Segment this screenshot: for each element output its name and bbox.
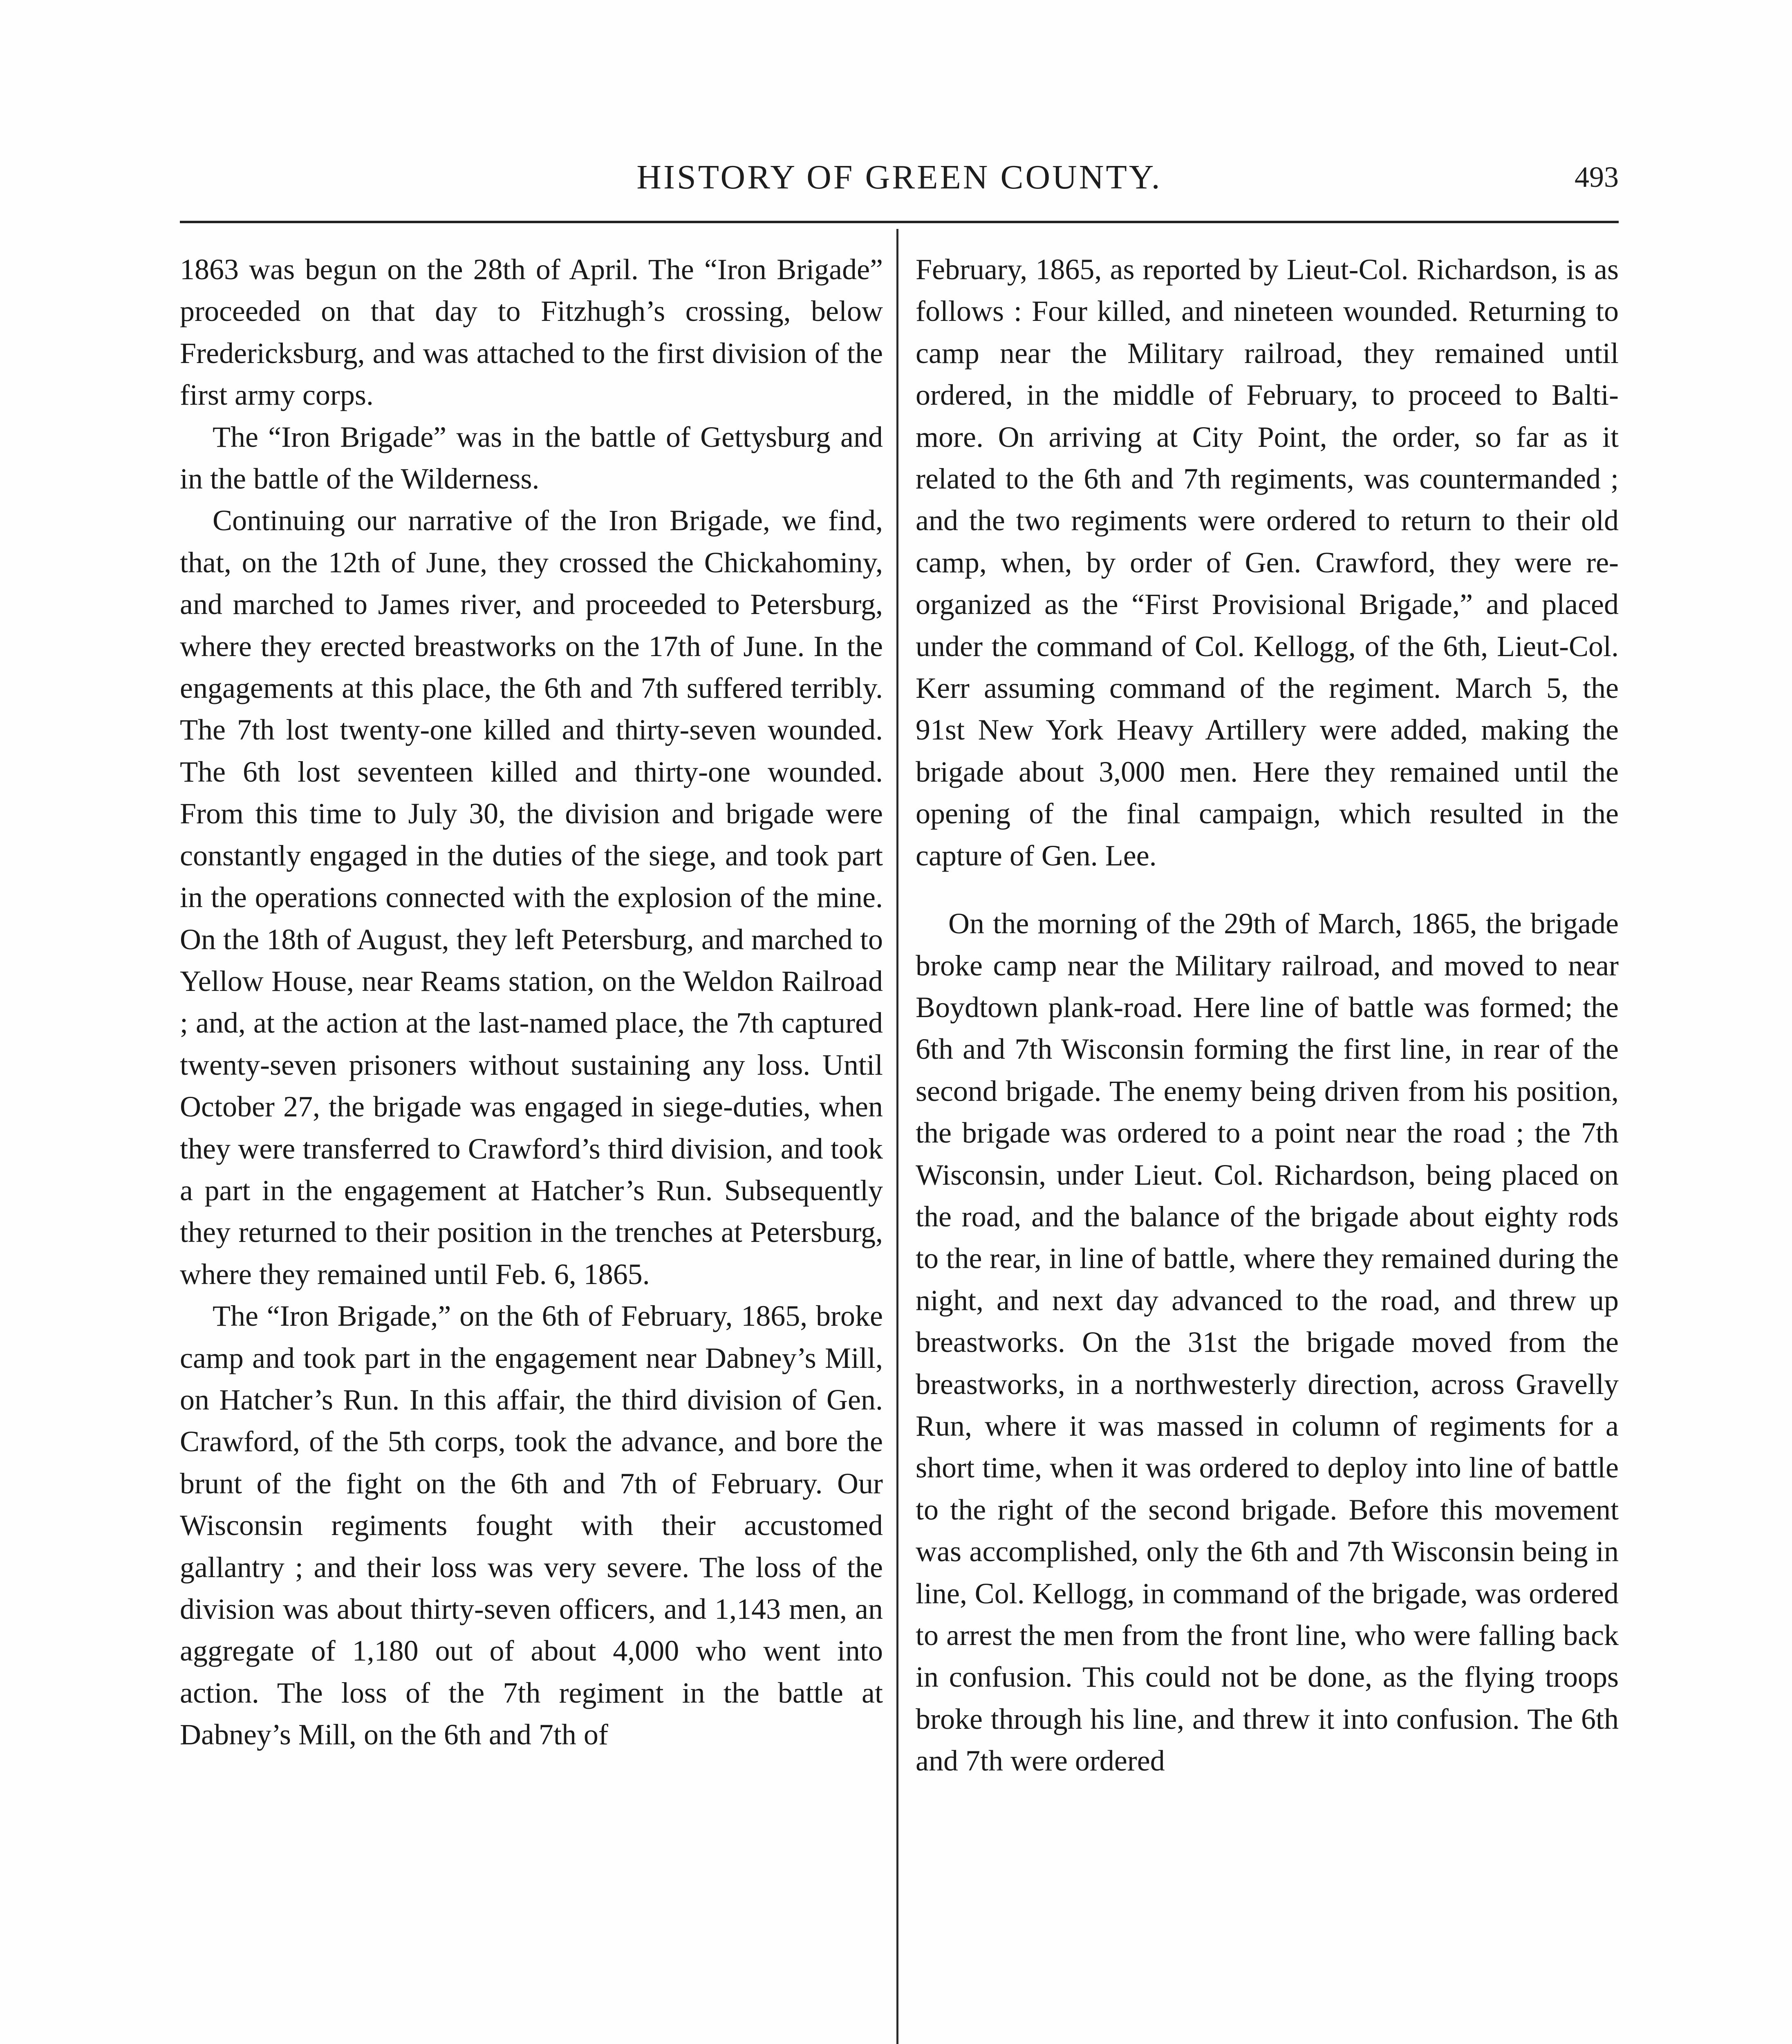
paragraph: The “Iron Brigade,” on the 6th of February, 1865, broke camp and took part in the engagement near Dabney’s Mill, on Hatcher’s Run. In this affair, the third division of Gen. Crawford, of the 5th corps, took the advance, and bore the brunt of the fight on the 6th and 7th of February. Our Wisconsin regiments fought with their accustomed gallantry ; and their loss was very severe. The loss of the division was about thirty-seven officers, and 1,143 men, an aggregate of 1,180 out of about 4,000 who went into action. The loss of the 7th regiment in the battle at Dabney’s Mill, on the 6th and 7th of bbox=[180, 1300, 883, 1751]
paragraph: Continuing our narrative of the Iron Brigade, we find, that, on the 12th of June, they crossed the Chickahominy, and marched to James river, and proceeded to Petersburg, where they erected breastworks on the 17th of June. In the engagements at this place, the 6th and 7th suffered terribly. The 7th lost twenty-one killed and thirty-seven wounded. The 6th lost seventeen killed and thirty-one wounded. From this time to July 30, the division and brigade were constantly engaged in the duties of the siege, and took part in the operations connected with the explosion of the mine. On the 18th of August, they left Petersburg, and marched to Yellow House, near Reams station, on the Weldon Railroad ; and, at the action at the last-named place, the 7th captured twenty-seven prisoners without sustaining any loss. Until October 27, the brigade was engaged in siege-duties, when they were transferred to Crawford’s third division, and took a part in the engagement at Hatcher’s Run. Subsequently they returned to their position in the trenches at Petersburg, where they remained until Feb. 6, 1865. bbox=[180, 504, 883, 1291]
paragraph: 1863 was begun on the 28th of April. The “Iron Brigade” proceeded on that day to Fitzhugh’s crossing, below Fredericksburg, and was attached to the first division of the first army corps. bbox=[180, 253, 883, 412]
paragraph: February, 1865, as reported by Lieut-Col. Richardson, is as follows : Four killed, and nineteen wounded. Returning to camp near the Military railroad, they remained until ordered, in the middle of February, to proceed to Baltimore. On arriving at City Point, the order, so far as it related to the 6th and 7th regiments, was countermanded ; and the two regiments were ordered to return to their old camp, when, by order of Gen. Crawford, they were re-organized as the “First Provisional Brigade,” and placed under the command of Col. Kellogg, of the 6th, Lieut-Col. Kerr assuming command of the regiment. March 5, the 91st New York Heavy Artillery were added, making the brigade about 3,000 men. Here they remained until the opening of the final campaign, which resulted in the capture of Gen. Lee. bbox=[916, 253, 1619, 872]
header-rule bbox=[180, 221, 1619, 223]
paragraph: The “Iron Brigade” was in the battle of Gettysburg and in the battle of the Wilderness. bbox=[180, 420, 883, 495]
left-column bbox=[180, 249, 883, 1756]
right-column bbox=[916, 249, 1619, 1782]
paragraph: On the morning of the 29th of March, 1865, the brigade broke camp near the Military railroad, and moved to near Boydtown plank-road. Here line of battle was formed; the 6th and 7th Wisconsin forming the first line, in rear of the second brigade. The enemy being driven from his position, the brigade was ordered to a point near the road ; the 7th Wisconsin, under Lieut. Col. Richardson, being placed on the road, and the balance of the brigade about eighty rods to the rear, in line of battle, where they remained during the night, and next day advanced to the road, and threw up breastworks. On the 31st the brigade moved from the breastworks, in a northwesterly direction, across Gravelly Run, where it was massed in column of regiments for a short time, when it was ordered to deploy into line of battle to the right of the second brigade. Before this movement was accomplished, only the 6th and 7th Wisconsin being in line, Col. Kellogg, in command of the brigade, was ordered to arrest the men from the front line, who were falling back in confusion. This could not be done, as the flying troops broke through his line, and threw it into confusion. The 6th and 7th were ordered bbox=[916, 907, 1619, 1777]
page-number: 493 bbox=[1575, 161, 1619, 193]
column-divider bbox=[896, 229, 898, 2044]
running-head-title: HISTORY OF GREEN COUNTY. bbox=[636, 158, 1162, 196]
